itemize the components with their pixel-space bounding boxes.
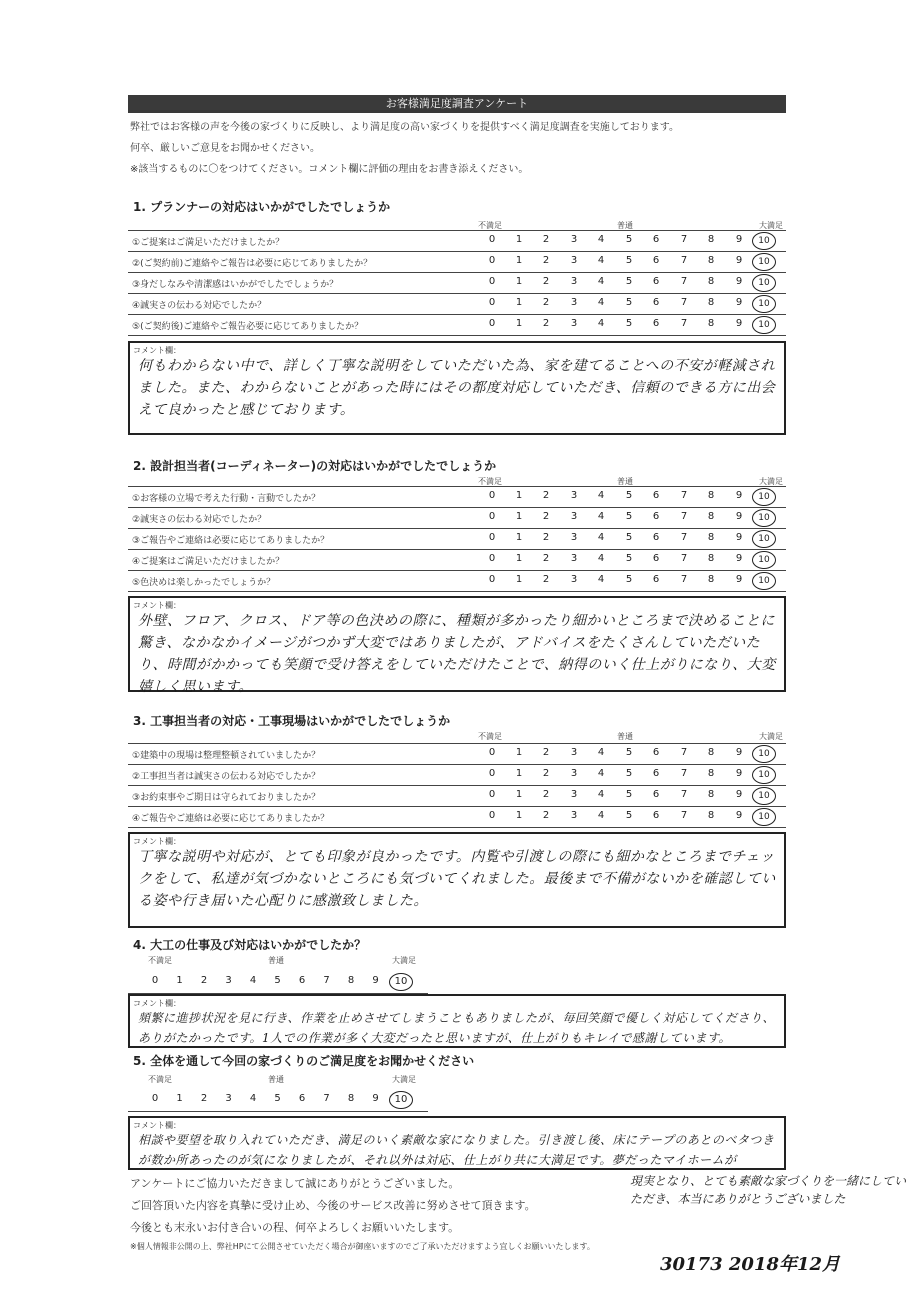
intro-text-1: 弊社ではお客様の声を今後の家づくりに反映し、より満足度の高い家づくりを提供すべく満足度調査を実施しております。 [130, 122, 679, 133]
section-5-title: 5. 全体を通して今回の家づくりのご満足度をお聞かせください [133, 1054, 475, 1068]
section-3-title: 3. 工事担当者の対応・工事現場はいかがでしたでしょうか [133, 714, 451, 728]
rating-option[interactable]: 9 [735, 234, 743, 245]
rating-option[interactable]: 3 [570, 789, 578, 800]
rating-option[interactable]: 5 [625, 768, 633, 779]
document-stamp: 30173 2018年12月 [660, 1254, 841, 1275]
scale-mid-label: 普通 [268, 1075, 284, 1084]
rating-option[interactable]: 8 [707, 255, 715, 266]
question-row [128, 744, 786, 765]
rating-option[interactable]: 4 [249, 1093, 257, 1104]
rating-option-selected[interactable]: 10 [752, 530, 776, 548]
rating-option[interactable]: 4 [597, 789, 605, 800]
rating-option[interactable]: 1 [515, 789, 523, 800]
rating-option[interactable]: 2 [542, 768, 550, 779]
question-label: ①建築中の現場は整理整頓されていましたか？ [132, 751, 321, 761]
comment-label: コメント欄： [133, 346, 181, 355]
rating-option[interactable]: 8 [707, 276, 715, 287]
rating-option[interactable]: 6 [298, 975, 306, 986]
rating-option-selected[interactable]: 10 [752, 488, 776, 506]
question-label: ⑤(ご契約後)ご連絡やご報告必要に応じてありましたか？ [132, 322, 364, 332]
section-1-title: 1. プランナーの対応はいかがでしたでしょうか [133, 200, 391, 214]
rating-option[interactable]: 0 [488, 255, 496, 266]
rating-option[interactable]: 5 [625, 297, 633, 308]
rating-option[interactable]: 8 [707, 553, 715, 564]
question-row [128, 571, 786, 592]
rating-option[interactable]: 7 [680, 276, 688, 287]
rating-option[interactable]: 2 [200, 1093, 208, 1104]
rating-option-selected[interactable]: 10 [752, 274, 776, 292]
question-label: ④ご提案はご満足いただけましたか？ [132, 557, 285, 567]
rating-option[interactable]: 3 [570, 490, 578, 501]
rating-option-selected[interactable]: 10 [752, 509, 776, 527]
rating-option[interactable]: 0 [488, 490, 496, 501]
section-5-scale [148, 1090, 438, 1110]
rating-option[interactable]: 3 [570, 511, 578, 522]
question-row [128, 765, 786, 786]
rating-option[interactable]: 8 [707, 297, 715, 308]
comment-label: コメント欄： [133, 601, 181, 610]
rating-option[interactable]: 6 [652, 747, 660, 758]
comment-label: コメント欄： [133, 1121, 181, 1130]
rating-option[interactable]: 2 [542, 255, 550, 266]
section-2-comment: 外壁、フロア、クロス、ドア等の色決めの際に、種類が多かったり細かいところまで決めることに驚き、なかなかイメージがつかず大変ではありましたが、アドバイスをたくさんしていただいたり、時間がかかっても笑顔で受け答えをしていただけたことで、納得のいく仕上がりになり、大変嬉しく思います。 [138, 613, 776, 695]
rating-option[interactable]: 3 [570, 553, 578, 564]
section-2-comment-box[interactable] [128, 596, 786, 695]
rating-option[interactable]: 9 [735, 747, 743, 758]
scale-high-label: 大満足 [392, 956, 416, 965]
rating-option[interactable]: 8 [707, 234, 715, 245]
footer-closing: 今後とも末永いお付き合いの程、何卒よろしくお願いいたします。 [130, 1221, 460, 1234]
section-1-comment-box[interactable] [128, 341, 786, 435]
rating-option[interactable]: 7 [323, 1093, 330, 1104]
rating-option-selected[interactable]: 10 [752, 232, 776, 250]
rating-option-selected[interactable]: 10 [389, 973, 413, 991]
rating-option[interactable]: 7 [680, 297, 688, 308]
rating-option-selected[interactable]: 10 [752, 551, 776, 569]
rating-option[interactable]: 5 [625, 789, 633, 800]
scale-low-label: 不満足 [148, 1075, 172, 1084]
rating-option[interactable]: 9 [735, 553, 743, 564]
intro-text-2: 何卒、厳しいご意見をお聞かせください。 [130, 143, 320, 154]
rating-option[interactable]: 6 [652, 810, 660, 821]
scale-high-label: 大満足 [759, 732, 783, 741]
scale-low-label: 不満足 [478, 221, 502, 230]
rating-option[interactable]: 4 [597, 297, 605, 308]
rating-option-selected[interactable]: 10 [389, 1091, 413, 1109]
rating-option[interactable]: 8 [707, 532, 715, 543]
rating-option[interactable]: 4 [597, 318, 605, 329]
rating-option[interactable]: 2 [542, 789, 550, 800]
rating-option[interactable]: 5 [625, 810, 633, 821]
rating-option[interactable]: 2 [542, 747, 550, 758]
scale-low-label: 不満足 [478, 732, 502, 741]
rating-option[interactable]: 4 [597, 768, 605, 779]
rating-option[interactable]: 4 [597, 553, 605, 564]
rating-option[interactable]: 9 [735, 276, 743, 287]
rating-option[interactable]: 5 [625, 532, 633, 543]
rating-option-selected[interactable]: 10 [752, 572, 776, 590]
rating-option[interactable]: 8 [707, 789, 715, 800]
rating-option[interactable]: 9 [735, 574, 743, 585]
rating-option[interactable]: 4 [597, 234, 605, 245]
question-label: ⑤色決めは楽しかったでしょうか？ [132, 578, 276, 588]
rating-option[interactable]: 2 [542, 532, 550, 543]
rating-option-selected[interactable]: 10 [752, 787, 776, 805]
rating-option[interactable]: 3 [225, 975, 232, 986]
question-row [128, 315, 786, 336]
rating-option[interactable]: 9 [735, 490, 743, 501]
section-3-comment-box[interactable] [128, 832, 786, 928]
question-label: ②誠実さの伝わる対応でしたか？ [132, 515, 267, 525]
rating-option[interactable]: 3 [570, 532, 578, 543]
rating-option[interactable]: 9 [735, 789, 743, 800]
rating-option[interactable]: 8 [707, 574, 715, 585]
rating-option[interactable]: 0 [488, 747, 496, 758]
rating-option[interactable]: 0 [488, 810, 496, 821]
rating-option[interactable]: 6 [652, 532, 660, 543]
rating-option[interactable]: 6 [652, 574, 660, 585]
rating-option[interactable]: 3 [570, 747, 578, 758]
question-label: ①ご提案はご満足いただけましたか？ [132, 238, 285, 248]
scale-high-label: 大満足 [392, 1075, 416, 1084]
rating-option[interactable]: 4 [597, 490, 605, 501]
rating-option[interactable]: 5 [625, 511, 633, 522]
question-row [128, 231, 786, 252]
rating-option[interactable]: 3 [570, 810, 578, 821]
rating-option[interactable]: 8 [707, 810, 715, 821]
rating-option[interactable]: 9 [735, 297, 743, 308]
rating-option-selected[interactable]: 10 [752, 745, 776, 763]
rating-option[interactable]: 0 [151, 1093, 159, 1104]
question-row [128, 252, 786, 273]
rating-option[interactable]: 5 [625, 276, 633, 287]
rating-option[interactable]: 1 [515, 768, 523, 779]
rating-option[interactable]: 3 [570, 574, 578, 585]
question-row [128, 273, 786, 294]
scale-low-label: 不満足 [148, 956, 172, 965]
rating-option[interactable]: 4 [597, 747, 605, 758]
rating-option[interactable]: 7 [680, 490, 688, 501]
rating-option[interactable]: 2 [542, 574, 550, 585]
section-5-comment: 相談や要望を取り入れていただき、満足のいく素敵な家になりました。引き渡し後、床にテープのあとのベタつきが数か所あったのが気になりましたが、それ以外は対応、仕上がり共に大満足です。夢だったマイホームが [138, 1133, 775, 1167]
rating-option[interactable]: 9 [372, 975, 379, 986]
rating-option[interactable]: 1 [515, 511, 523, 522]
footer-thanks: アンケートにご協力いただきまして誠にありがとうございました。 [130, 1177, 460, 1190]
rating-option[interactable]: 1 [515, 747, 523, 758]
rating-option[interactable]: 5 [625, 234, 633, 245]
question-row [128, 529, 786, 550]
rating-option[interactable]: 8 [707, 768, 715, 779]
rating-option[interactable]: 6 [652, 511, 660, 522]
rating-option[interactable]: 9 [372, 1093, 379, 1104]
rating-option[interactable]: 4 [597, 255, 605, 266]
section-4-comment-box[interactable] [128, 994, 786, 1048]
rating-option[interactable]: 0 [488, 789, 496, 800]
rating-option[interactable]: 0 [488, 297, 496, 308]
rating-option[interactable]: 5 [625, 574, 633, 585]
section-5-comment-box[interactable] [128, 1116, 786, 1170]
rating-option[interactable]: 8 [707, 490, 715, 501]
rating-option[interactable]: 6 [652, 789, 660, 800]
rating-option[interactable]: 8 [347, 1093, 355, 1104]
scale-mid-label: 普通 [617, 221, 633, 230]
rating-option[interactable]: 4 [597, 276, 605, 287]
question-row [128, 807, 786, 828]
scale-low-label: 不満足 [478, 477, 502, 486]
rating-option[interactable]: 2 [542, 511, 550, 522]
rating-option[interactable]: 7 [680, 318, 688, 329]
rating-option[interactable]: 5 [625, 490, 633, 501]
rating-option[interactable]: 1 [515, 490, 523, 501]
section-4-title: 4. 大工の仕事及び対応はいかがでしたか？ [133, 938, 367, 952]
rating-option[interactable]: 9 [735, 318, 743, 329]
rating-option[interactable]: 1 [515, 810, 523, 821]
rating-option[interactable]: 3 [570, 297, 578, 308]
question-label: ④誠実さの伝わる対応でしたか？ [132, 301, 267, 311]
rating-option[interactable]: 7 [680, 747, 688, 758]
rating-option[interactable]: 3 [225, 1093, 232, 1104]
rating-option[interactable]: 4 [597, 810, 605, 821]
rating-option[interactable]: 9 [735, 511, 743, 522]
rating-option[interactable]: 4 [597, 511, 605, 522]
question-label: ①お客様の立場で考えた行動・言動でしたか？ [132, 494, 321, 504]
rating-option[interactable]: 0 [488, 511, 496, 522]
rating-option[interactable]: 3 [570, 255, 578, 266]
rating-option-selected[interactable]: 10 [752, 766, 776, 784]
section-3-comment: 丁寧な説明や対応が、とても印象が良かったです。内覧や引渡しの際にも細かなところまでチェックをして、私達が気づかないところにも気づいてくれました。最後まで不備がないかを確認している姿や行き届いた心配りに感激致しました。 [138, 849, 776, 909]
rating-option[interactable]: 3 [570, 768, 578, 779]
rating-option-selected[interactable]: 10 [752, 808, 776, 826]
question-label: ③身だしなみや清潔感はいかがでしたでしょうか？ [132, 280, 339, 290]
scale-mid-label: 普通 [617, 477, 633, 486]
rating-option[interactable]: 6 [652, 768, 660, 779]
section-4-scale [148, 972, 438, 992]
rating-option[interactable]: 0 [488, 532, 496, 543]
rating-option[interactable]: 6 [652, 234, 660, 245]
question-row [128, 786, 786, 807]
question-row [128, 508, 786, 529]
rating-option[interactable]: 6 [652, 297, 660, 308]
footer-improvement: ご回答頂いた内容を真摯に受け止め、今後のサービス改善に努めさせて頂きます。 [130, 1199, 536, 1212]
rating-option[interactable]: 0 [488, 318, 496, 329]
rating-option[interactable]: 0 [151, 975, 159, 986]
question-label: ④ご報告やご連絡は必要に応じてありましたか？ [132, 814, 330, 824]
rating-option[interactable]: 1 [515, 574, 523, 585]
comment-label: コメント欄： [133, 837, 181, 846]
rating-option[interactable]: 7 [680, 553, 688, 564]
rating-option[interactable]: 6 [652, 490, 660, 501]
footer-privacy-note: ※個人情報非公開の上、弊社HPにて公開させていただく場合が御座いますのでご了承いただけますよう宜しくお願いいたします。 [130, 1242, 595, 1251]
rating-option[interactable]: 3 [570, 318, 578, 329]
question-row [128, 487, 786, 508]
rating-option[interactable]: 7 [323, 975, 330, 986]
rating-option[interactable]: 6 [652, 318, 660, 329]
rating-option[interactable]: 1 [515, 318, 523, 329]
question-row [128, 550, 786, 571]
rating-option[interactable]: 9 [735, 532, 743, 543]
question-label: ③ご報告やご連絡は必要に応じてありましたか？ [132, 536, 330, 546]
section-5-comment-overflow: 現実となり、とても素敵な家づくりを一緒にしていただき、本当にありがとうございました [630, 1174, 907, 1206]
rating-option[interactable]: 5 [625, 747, 633, 758]
rating-option[interactable]: 0 [488, 234, 496, 245]
rating-option[interactable]: 1 [515, 234, 523, 245]
rating-option[interactable]: 5 [274, 975, 281, 986]
rating-option[interactable]: 7 [680, 768, 688, 779]
rating-option[interactable]: 5 [274, 1093, 281, 1104]
scale-mid-label: 普通 [617, 732, 633, 741]
scale-mid-label: 普通 [268, 956, 284, 965]
rating-option[interactable]: 3 [570, 276, 578, 287]
rating-option[interactable]: 9 [735, 810, 743, 821]
rating-option[interactable]: 5 [625, 553, 633, 564]
rating-option[interactable]: 8 [347, 975, 355, 986]
rating-option[interactable]: 0 [488, 768, 496, 779]
section-2-title: 2. 設計担当者(コーディネーター)の対応はいかがでしたでしょうか [133, 459, 497, 473]
rating-option[interactable]: 2 [200, 975, 208, 986]
rating-option[interactable]: 3 [570, 234, 578, 245]
rating-option-selected[interactable]: 10 [752, 316, 776, 334]
rating-option[interactable]: 4 [249, 975, 257, 986]
rating-option[interactable]: 1 [515, 276, 523, 287]
rating-option[interactable]: 9 [735, 768, 743, 779]
rating-option[interactable]: 7 [680, 234, 688, 245]
question-label: ③お約束事やご期日は守られておりましたか？ [132, 793, 321, 803]
comment-label: コメント欄： [133, 999, 181, 1008]
rating-option[interactable]: 0 [488, 574, 496, 585]
rating-option[interactable]: 1 [515, 255, 523, 266]
question-label: ②(ご契約前)ご連絡やご報告は必要に応じてありましたか？ [132, 259, 373, 269]
rating-option[interactable]: 9 [735, 255, 743, 266]
rating-option[interactable]: 7 [680, 511, 688, 522]
rating-option[interactable]: 2 [542, 553, 550, 564]
rating-option[interactable]: 5 [625, 318, 633, 329]
rating-option[interactable]: 2 [542, 297, 550, 308]
section-1-comment: 何もわからない中で、詳しく丁寧な説明をしていただいた為、家を建てることへの不安が軽減されました。また、わからないことがあった時にはその都度対応していただき、信頼のできる方に出会えて良かったと感じております。 [138, 358, 776, 418]
rating-option[interactable]: 7 [680, 532, 688, 543]
rating-option[interactable]: 6 [652, 255, 660, 266]
rating-option[interactable]: 2 [542, 234, 550, 245]
rating-option[interactable]: 1 [515, 297, 523, 308]
rating-option[interactable]: 2 [542, 810, 550, 821]
rating-option[interactable]: 6 [298, 1093, 306, 1104]
rating-option[interactable]: 1 [515, 532, 523, 543]
rating-option-selected[interactable]: 10 [752, 295, 776, 313]
rating-option[interactable]: 7 [680, 789, 688, 800]
rating-option[interactable]: 6 [652, 276, 660, 287]
scale-high-label: 大満足 [759, 221, 783, 230]
rating-option[interactable]: 6 [652, 553, 660, 564]
survey-title: お客様満足度調査アンケート [128, 95, 786, 113]
scale-high-label: 大満足 [759, 477, 783, 486]
section-4-comment: 頻繁に進捗状況を見に行き、作業を止めさせてしまうこともありましたが、毎回笑顔で優しく対応してくださり、ありがたかったです。1人での作業が多く大変だったと思いますが、仕上がりもキレイで感謝しています。 [138, 1011, 776, 1045]
rating-option[interactable]: 1 [176, 1093, 183, 1104]
rating-option[interactable]: 2 [542, 318, 550, 329]
rating-option[interactable]: 7 [680, 574, 688, 585]
question-label: ②工事担当者は誠実さの伝わる対応でしたか？ [132, 772, 321, 782]
rating-option[interactable]: 1 [515, 553, 523, 564]
rating-option-selected[interactable]: 10 [752, 253, 776, 271]
rating-option[interactable]: 8 [707, 747, 715, 758]
intro-text-3: ※該当するものに〇をつけてください。コメント欄に評価の理由をお書き添えください。 [130, 164, 529, 175]
rating-option[interactable]: 7 [680, 810, 688, 821]
rating-option[interactable]: 4 [597, 574, 605, 585]
rating-option[interactable]: 2 [542, 490, 550, 501]
rating-option[interactable]: 7 [680, 255, 688, 266]
rating-option[interactable]: 0 [488, 553, 496, 564]
rating-option[interactable]: 1 [176, 975, 183, 986]
rating-option[interactable]: 4 [597, 532, 605, 543]
rating-option[interactable]: 8 [707, 318, 715, 329]
rating-option[interactable]: 2 [542, 276, 550, 287]
rating-option[interactable]: 0 [488, 276, 496, 287]
rating-option[interactable]: 8 [707, 511, 715, 522]
question-row [128, 294, 786, 315]
rating-option[interactable]: 5 [625, 255, 633, 266]
